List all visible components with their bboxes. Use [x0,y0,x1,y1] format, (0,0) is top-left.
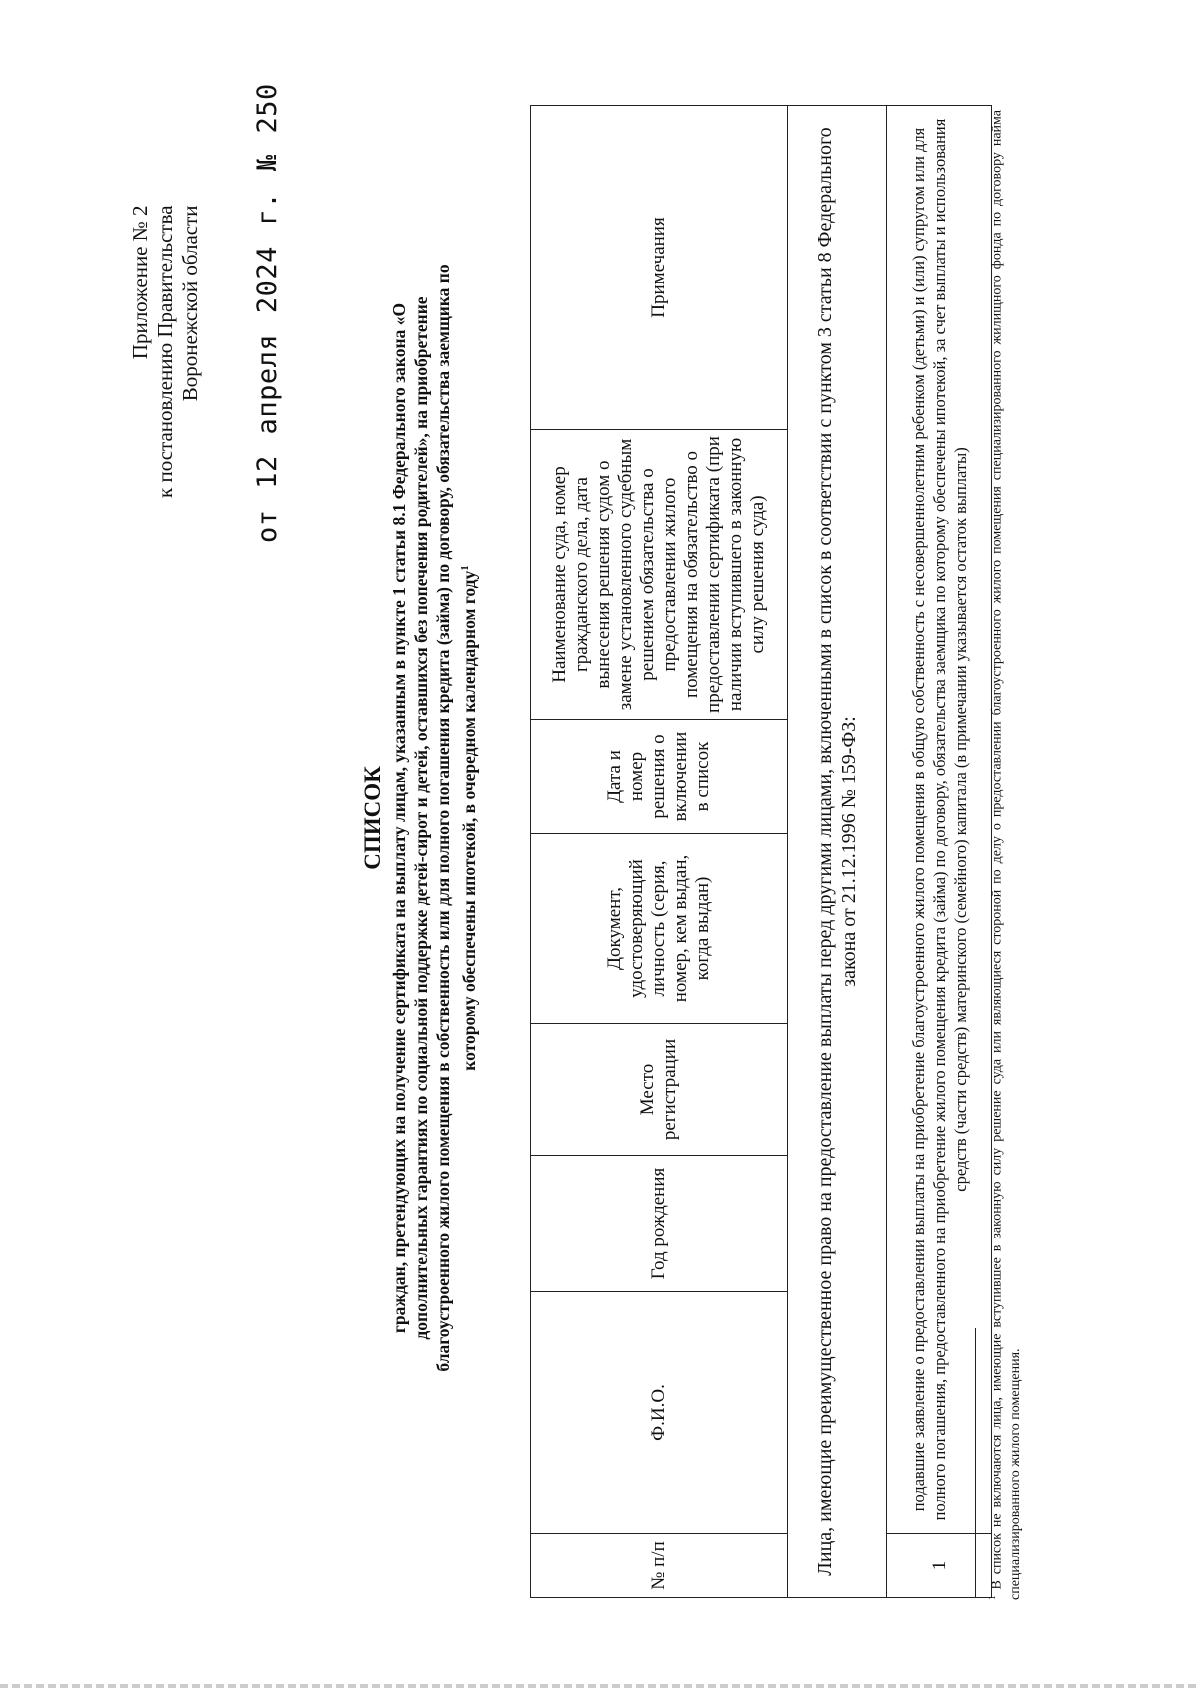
title-block [360,198,480,1438]
decree-date-number [252,79,283,543]
row-number: 1 [887,1534,992,1598]
column-header-fio: Ф.И.О. [531,1292,788,1534]
row-text: подавшие заявление о предоставлении выплаты на приобретение благоустроенного жилого помещения в общую собственность с несовершеннолетним ребенком (детьми) и (или) супругом или для полного погашения, предоставленного на приобретение жилого помещения кредита (займа) по договору, обязательства заемщика по которому обеспечены ипотекой, за счет выплаты и использования средств (части средств) материнского (семейного) капитала (в примечании указывается остаток выплаты) [887,106,992,1534]
decree-part: г. [252,191,283,226]
footnote-divider [975,1328,976,1598]
appendix-line: к постановлению Правительства [153,205,177,498]
decree-part: апреля [252,333,283,435]
decree-part: от [252,509,283,543]
footnote-text: В список не включаются лица, имеющие вступившее в законную силу решение суда или являющиеся стороной по делу о предоставлении благоустроенного жилого помещения специализированного жилищного фонда по договору найма специализированного жилого помещения. [989,109,1023,1600]
column-header-number: № п/п [531,1534,788,1598]
scan-edge-artifact [0,1684,1200,1688]
appendix-line: Воронежской области [178,205,202,402]
subtitle-text: граждан, претендующих на получение сертификата на выплату лицам, указанным в пункте 1 статьи 8.1 Федерального закона «О дополнительных гарантиях по социальной поддержке детей-сирот и детей, оставшихся без попечения родителей», на приобретение благоустроенного жилого помещения в собственность или для полного погашения кредита (займа) по договору, обязательства заемщика по которому обеспечены ипотекой, в очередном календарном году [389,264,479,1372]
decree-part: 250 [252,83,283,134]
column-header-notes: Примечания [531,106,788,430]
column-header-registration: Место регистрации [531,1024,788,1156]
section-row [788,106,887,1598]
section-heading: Лица, имеющие преимущественное право на предоставление выплаты перед другими лицами, включенными в список в соответствии с пунктом 3 статьи 8 Федерального закона от 21.12.1996 № 159-ФЗ: [788,106,887,1598]
decree-part: 2024 [252,246,283,314]
column-header-decision: Дата и номер решения о включении в список [531,720,788,834]
decree-part: 12 [252,455,283,489]
candidates-table [530,105,992,1598]
appendix-caption [128,205,203,498]
column-header-court: Наименование суда, номер гражданского дела, дата вынесения решения судом о замене установленного судебным решением обязательства о предоставлении жилого помещения на обязательство о предоставлении сертификата (при наличии вступившего в законную силу решения суда) [531,430,788,720]
appendix-line: Приложение № 2 [128,205,152,360]
decree-part: № [252,154,283,172]
column-header-birth-year: Год рождения [531,1156,788,1292]
table-header-row [531,106,788,1598]
page-subtitle [388,238,480,1398]
page-title: СПИСОК [360,766,385,870]
column-header-id-document: Документ, удостоверяющий личность (серия, номер, кем выдан, когда выдан) [531,834,788,1024]
footnote-reference: 1 [459,565,471,571]
footnote-mark: 1 [987,1595,997,1600]
footnote [983,110,1025,1600]
